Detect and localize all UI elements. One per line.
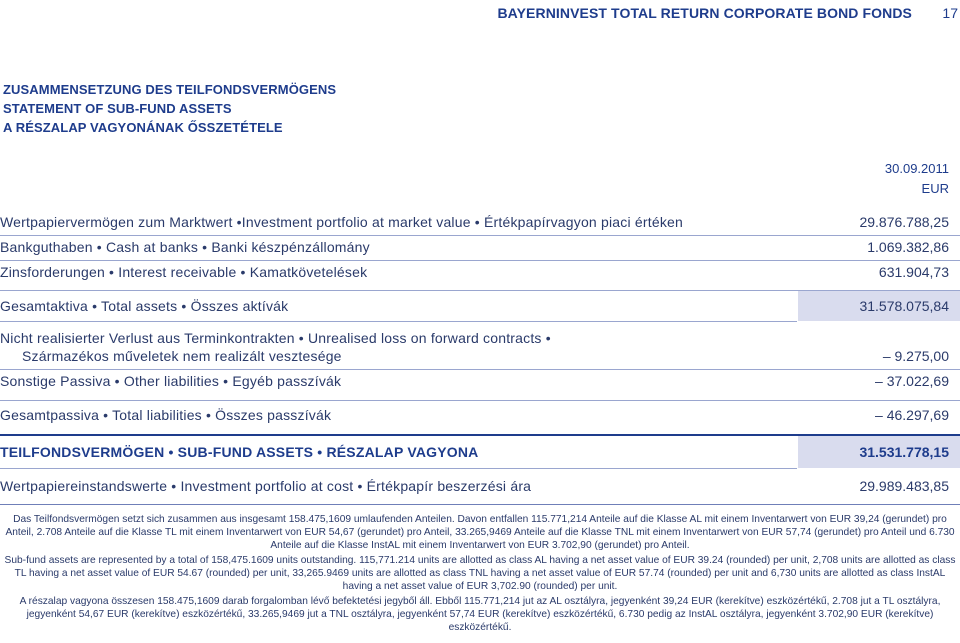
section-heading: [3, 80, 336, 137]
table-row-total-assets: [0, 291, 960, 321]
table-row: [0, 235, 960, 259]
row-value: 631.904,73: [878, 264, 949, 280]
row-value: – 9.275,00: [882, 348, 949, 364]
row-label: TEILFONDSVERMÖGEN • SUB-FUND ASSETS • RÉSZALAP VAGYONA: [0, 444, 479, 460]
table-row: [0, 322, 960, 368]
table-row: [0, 369, 960, 395]
table-row: [0, 469, 960, 503]
row-value: – 46.297,69: [875, 407, 949, 423]
row-label: Wertpapiereinstandswerte • Investment portfolio at cost • Értékpapír beszerzési ára: [0, 478, 532, 494]
row-value: – 37.022,69: [875, 373, 949, 389]
row-value: 31.578.075,84: [859, 298, 949, 314]
column-currency: EUR: [921, 181, 949, 196]
heading-line-hu: A RÉSZALAP VAGYONÁNAK ŐSSZETÉTELE: [3, 120, 283, 135]
row-label: Bankguthaben • Cash at banks • Banki készpénzállomány: [0, 239, 370, 255]
row-value: 1.069.382,86: [867, 239, 949, 255]
row-value: 31.531.778,15: [859, 444, 949, 460]
heading-line-en: STATEMENT OF SUB-FUND ASSETS: [3, 101, 232, 116]
value-highlight: [798, 436, 960, 468]
running-title: BAYERNINVEST TOTAL RETURN CORPORATE BOND FONDS: [497, 5, 912, 21]
table-row: [0, 260, 960, 284]
row-label: Gesamtaktiva • Total assets • Összes aktívák: [0, 298, 289, 314]
table-row-sub-fund-assets: [0, 436, 960, 468]
heading-line-de: ZUSAMMENSETZUNG DES TEILFONDSVERMÖGENS: [3, 82, 337, 97]
table-row: [0, 210, 960, 234]
row-divider: [0, 504, 960, 505]
row-label: Nicht realisierter Verlust aus Terminkontrakten • Unrealised loss on forward contracts •: [0, 330, 551, 346]
column-date: 30.09.2011: [884, 161, 949, 176]
page-number: 17: [942, 5, 958, 21]
value-highlight: [798, 291, 960, 321]
row-value: 29.989.483,85: [859, 478, 949, 494]
row-label-continued: Származékos műveletek nem realizált vesztesége: [22, 348, 342, 364]
row-label: Wertpapiervermögen zum Marktwert •Investment portfolio at market value • Értékpapírvagyon piaci értéken: [0, 214, 683, 230]
row-label: Zinsforderungen • Interest receivable • Kamatkövetelések: [0, 264, 368, 280]
row-value: 29.876.788,25: [859, 214, 949, 230]
running-header: [0, 5, 960, 25]
footnotes: [0, 513, 960, 636]
footnote-hu: A részalap vagyona összesen 158.475,1609 darab forgalomban lévő befektetési jegyből áll. Ebből 115.771,214 jut az AL osztályra, jegyenként 39,24 EUR (kerekítve) eszközértékű, 2.708 jut a TL osztályra, jegyenként 54,67 EUR (kerekítve) eszközértékű, 33.265,9469 jut a TNL osztályra, jegyenként 57,74 EUR (kerekítve) eszközértékű, 6.730 pedig az InstAL osztályra, jegyenként 3.702,90 EUR (kerekítve) eszközértékű.: [19, 596, 941, 633]
row-label: Sonstige Passiva • Other liabilities • Egyéb passzívák: [0, 373, 342, 389]
row-label: Gesamtpassiva • Total liabilities • Összes passzívák: [0, 407, 332, 423]
table-row-total-liabilities: [0, 400, 960, 430]
footnote-en: Sub-fund assets are represented by a total of 158,475.1609 units outstanding. 115,771.214 units are allotted as class AL having a net asset value of EUR 39.24 (rounded) per unit, 2,708 units are allotted as class TL having a net asset value of EUR 54.67 (rounded) per unit, 33,265.9469 units are allotted as class TNL having a net asset value of EUR 57.74 (rounded) per unit and 6,730 units are allotted as class InstAL having a net asset value of EUR 3,702.90 (rounded) per unit.: [4, 555, 956, 592]
footnote-de: Das Teilfondsvermögen setzt sich zusammen aus insgesamt 158.475,1609 umlaufenden Anteilen. Davon entfallen 115.771,214 Anteile auf die Klasse AL mit einem Inventarwert von EUR 39,24 (gerundet) pro Anteil, 2.708 Anteile auf die Klasse TL mit einem Inventarwert von EUR 54,67 (gerundet) pro Anteil, 33.265,9469 Anteile auf die Klasse TNL mit einem Inventarwert von EUR 57,74 (gerundet) pro Anteil und 6.730 Anteile auf die Klasse InstAL mit einem Inventarwert von EUR 3.702,90 (gerundet) pro Anteil.: [5, 514, 955, 551]
